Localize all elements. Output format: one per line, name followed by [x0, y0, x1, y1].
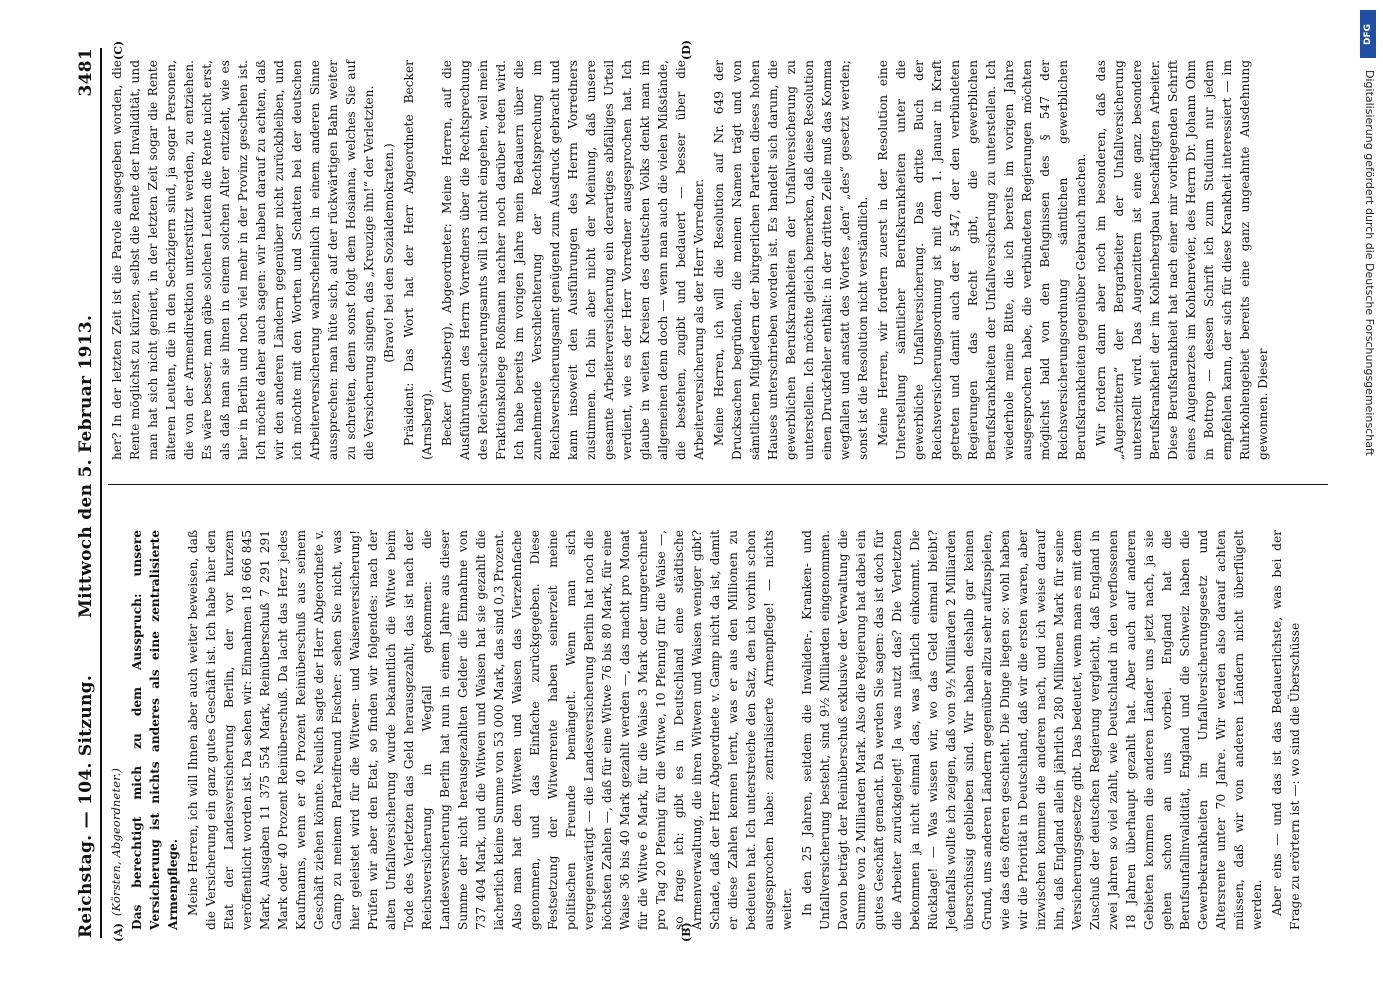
paragraph: Meine Herren, ich will die Resolution auf Nr. 649 der Drucksachen begründen, die meinen Namen trägt und von sämtlichen Mitgliedern der bürgerlichen Parteien dieses hohen Hauses unterschrieben worden ist. Es handelt sich darum, die gewerblichen Berufskrankheiten der Unfallversicherung zu unterstellen. Ich möchte gleich bemerken, daß diese Resolution einen Druckfehler enthält: in der dritten Zeile muß das Komma wegfallen und anstatt des Wortes „den“ „des“ gesetzt werden; sonst ist die Resolution nicht verständlich.	[712, 60, 870, 460]
column-separator	[108, 484, 1328, 485]
right-column	[108, 60, 1274, 460]
dfg-logo: DFG	[1360, 10, 1376, 58]
paragraph: Wir fordern dann aber noch im besonderen, daß das „Augenzittern“ der Bergarbeiter der Unfallversicherung unterstellt wird. Das Augenzittern ist eine ganz besondere Berufskrankheit der im Kohlenbergbau beschäftigten Arbeiter. Diese Berufskrankheit hat nach einer mir vorliegenden Schrift eines Augenarztes im Kohlenrevier, des Herrn Dr. Johann Ohm in Bottrop — dessen Schrift ich zum Studium nur jedem empfehlen kann, der sich für diese Krankheit interessiert — im Ruhrkohlengebiet bereits eine ganz ungeahnte Ausdehnung gewonnen. Dieser	[1094, 60, 1270, 460]
paragraph: her? In der letzten Zeit ist die Parole ausgegeben worden, die Rente möglichst zu kürzen, selbst die Rente der Invalidität, und man hat sich nicht geniert, in der letzten Zeit sogar die Rente älteren Leuten, die in den Sechzigern sind, ja sogar Personen, die von der Armendirektion unterstützt werden, zu entziehen. Es wäre besser, man gäbe solchen Leuten die Rente nicht erst, als daß man sie ihnen in einem solchen Alter entzieht, wie es hier in Berlin und noch viel mehr in der Provinz geschehen ist. Ich möchte daher auch sagen: wir haben darauf zu achten, daß wir den anderen Ländern gegenüber nicht zurückbleiben, und ich möchte mit den Worten und Schatten bei der deutschen Arbeiterversicherung wahrscheinlich in einem anderen Sinne aussprechen: man hüte sich, auf der rückwärtigen Bahn weiter zu schreiten, denn sonst folgt dem Hosianna, welches Sie auf die Versicherung singen, das „Kreuzige ihn!“ der Verletzten.	[110, 60, 376, 460]
paragraph: Präsident: Das Wort hat der Herr Abgeordnete Becker (Arnsberg).	[402, 60, 434, 460]
paragraph: Aber eins — und das ist das Bedauerlichste, was bei der Frage zu erörtern ist —: wo sind die Überschüsse	[1270, 530, 1302, 930]
header-date: Mittwoch den 5. Februar 1913.	[76, 314, 96, 618]
left-column	[108, 530, 1306, 930]
paragraph: Becker (Arnsberg), Abgeordneter: Meine Herren, auf die Ausführungen des Herrn Vorredners über die Rechtsprechung des Reichsversicherungsamts will ich nicht eingehen, weil mein Fraktionskollege Roßmann nachher noch darüber reden wird. Ich habe bereits im vorigen Jahre mein Bedauern über die zunehmende Verschlechterung der Rechtsprechung im Reichsversicherungsamt genügend zum Ausdruck gebracht und kann insoweit den Ausführungen des Herrn Vorredners zustimmen. Ich bin aber nicht der Meinung, daß unsere gesamte Arbeiterversicherung ein derartiges abfälliges Urteil verdient, wie es der Herr Vorredner ausgesprochen hat. Ich glaube in weiten Kreisen des deutschen Volks denkt man im allgemeinen denn doch — wenn man auch die vielen Mißstände, die bestehen, zugibt und bedauert — besser über die Arbeiterversicherung als der Herr Vorredner.	[440, 60, 706, 460]
digitization-note: Digitalisierung gefördert durch die Deutsche Forschungsgemeinschaft	[1363, 70, 1376, 456]
paragraph: Das berechtigt mich zu dem Ausspruch: unsere Versicherung ist nichts anderes als eine zentralisierte Armenpflege.	[130, 530, 180, 930]
marker-a: (A)	[112, 923, 125, 942]
speaker-line: (Körsten, Abgeordneter.)	[110, 767, 123, 916]
marker-b: (B)	[680, 922, 693, 942]
paragraph: In den 25 Jahren, seitdem die Invaliden-, Kranken- und Unfallversicherung besteht, sind 9½ Milliarden eingenommen. Davon beträgt der Reinüberschuß exklusive der Verwaltung die Summe von 2 Milliarden Mark. Also die Regierung hat dabei ein gutes Geschäft gemacht. Da werden Sie sagen: das ist doch für die Arbeiter zurückgelegt! Ja was nutzt das? Die Verletzten bekommen ja nicht einmal das, was jährlich einkommt. Die Rücklage! — Was wissen wir, wo das Geld einmal bleibt? Jedenfalls wollte ich zeigen, daß von 9½ Milliarden 2 Milliarden überschüssig geblieben sind. Wir haben deshalb gar keinen Grund, uns anderen Ländern gegenüber allzu sehr aufzuspielen, wie das des öfteren geschieht. Die Dinge liegen so: wohl haben wir die Priorität in Deutschland, daß wir die ersten waren, aber inzwischen kommen die anderen nach, und ich weise darauf hin, daß England allein jährlich 280 Millionen Mark für seine Versicherungsgesetze gibt. Das bedeutet, wenn man es mit dem Zuschuß der deutschen Regierung vergleicht, daß England in zwei Jahren so viel zahlt, wie Deutschland in den verflossenen 18 Jahren überhaupt gezahlt hat. Aber auch auf anderen Gebieten kommen die anderen Länder uns jetzt nach, ja sie gehen schon an uns vorbei. England hat die Berufsunfallinvalidität, England und die Schweiz haben die Gewerbekrankheiten im Unfallversicherungsgesetz und Altersrente unter 70 Jahre. Wir werden also darauf achten müssen, daß wir von anderen Ländern nicht überflügelt werden.	[800, 530, 1264, 930]
applause-note: (Bravo! bei den Sozialdemokraten.)	[382, 143, 396, 363]
marker-d: (D)	[680, 40, 693, 60]
page-header	[76, 48, 100, 938]
header-rule	[100, 48, 102, 938]
page-number: 3481	[76, 48, 96, 97]
paragraph: Meine Herren, wir fordern zuerst in der Resolution eine Unterstellung sämtlicher Berufskrankheiten unter die gewerbliche Unfallversicherung. Das dritte Buch der Reichsversicherungsordnung ist mit dem 1. Januar in Kraft getreten und damit auch der § 547, der den verbündeten Regierungen das Recht gibt, die gewerblichen Berufskrankheiten der Unfallversicherung zu unterstellen. Ich wiederhole meine Bitte, die ich bereits im vorigen Jahre ausgesprochen habe, die verbündeten Regierungen möchten möglichst bald von den Befugnissen des § 547 der Reichsversicherungsordnung sämtlichen gewerblichen Berufskrankheiten gegenüber Gebrauch machen.	[876, 60, 1088, 460]
header-left: Reichstag. — 104. Sitzung.	[76, 674, 96, 938]
paragraph: Meine Herren, ich will Ihnen aber auch weiter beweisen, daß die Versicherung ein ganz gutes Geschäft ist. Ich habe hier den Etat der Landesversicherung Berlin, der vor kurzem veröffentlicht worden ist. Da sehen wir: Einnahmen 18 666 845 Mark, Ausgaben 11 375 554 Mark, Reinüberschuß 7 291 291 Mark oder 40 Prozent Reinüberschuß. Da lacht das Herz jedes Kaufmanns, wenn er 40 Prozent Reinüberschuß aus seinem Geschäft ziehen könnte. Neulich sagte der Herr Abgeordnete v. Gamp zu meinem Parteifreund Fischer: sehen Sie nicht, was hier geleistet wird für die Witwen- und Waisenversicherung! Prüfen wir aber den Etat, so finden wir folgendes: nach der alten Unfallversicherung wurde bekanntlich die Witwe beim Tode des Verletzten das Geld herausgezahlt, das ist nach der Reichsversicherung in Wegfall gekommen: die Landesversicherung Berlin hat nun in einem Jahre aus dieser Summe der nicht herausgezahlten Gelder die Einnahme von 737 404 Mark, und die Witwen und Waisen hat sie gezahlt die lächerlich kleine Summe von 53 000 Mark, das sind 0,3 Prozent. Also man hat den Witwen und Waisen das Vierzehnfache genommen, und das Einfache zurückgegeben. Diese Festsetzung der Witwenrente haben seinerzeit meine politischen Freunde bemängelt. Wenn man sich vergegenwärtigt — die Landesversicherung Berlin hat noch die höchsten Zahlen —, daß für eine Witwe 76 bis 80 Mark, für eine Waise 36 bis 40 Mark gezahlt werden —, das macht pro Monat für die Witwe 6 Mark, für die Waise 3 Mark oder umgerechnet pro Tag 20 Pfennig für die Witwe, 10 Pfennig für die Waise —, so frage ich: gibt es in Deutschland eine städtische Armenverwaltung, die ihren Witwen und Waisen weniger gibt? Schade, daß der Herr Abgeordnete v. Gamp nicht da ist, damit er diese Zahlen kennen lernt, was er aus den Millionen zu bedeuten hat. Ich unterstreiche den Satz, den ich vorhin schon ausgesprochen habe: zentralisierte Armenpflege! — nichts weiter.	[186, 530, 794, 930]
marker-c: (C)	[112, 40, 125, 60]
